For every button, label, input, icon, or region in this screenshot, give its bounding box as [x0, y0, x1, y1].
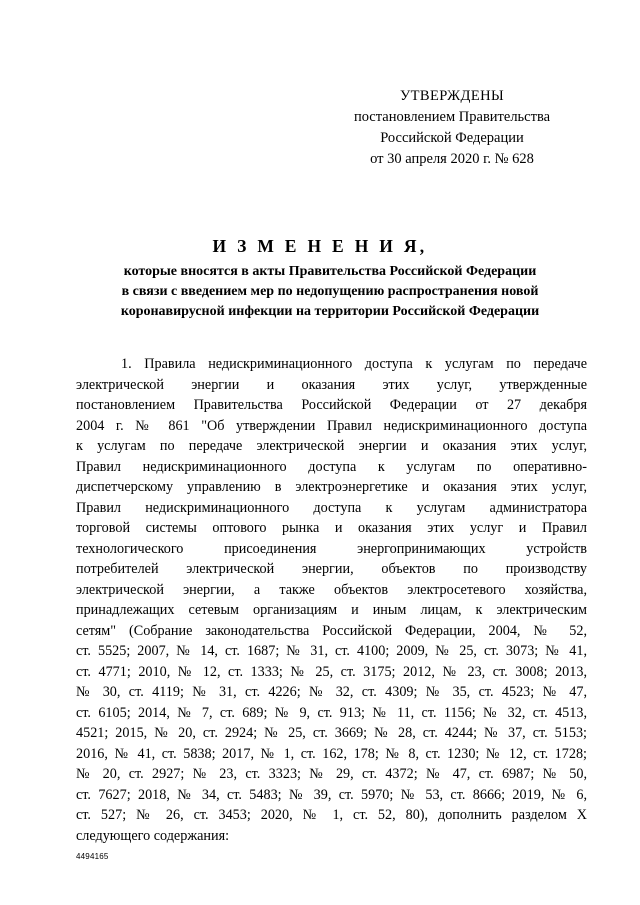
body-line: № 20, ст. 2927; № 23, ст. 3323; № 29, ст. 4372; № 47, ст. 6987; № 50, [76, 766, 587, 782]
body-line: ст. 7627; 2018, № 34, ст. 5483; № 39, ст. 5970; № 53, ст. 8666; 2019, № 6, [76, 786, 587, 803]
subtitle-line: которые вносятся в акты Правительства Российской Федерации [123, 264, 537, 279]
body-line: 4521; 2015, № 20, ст. 2924; № 25, ст. 3669; № 28, ст. 4244; № 37, ст. 5153; [76, 725, 587, 741]
subtitle-line: коронавирусной инфекции на территории Российской Федерации [120, 304, 540, 319]
subtitle-line: в связи с введением мер по недопущению распространения новой [121, 284, 539, 299]
body-line: принадлежащих сетевым организациям и иным лицам, к электрическим [76, 602, 587, 618]
body-line: ст. 4771; 2010, № 12, ст. 1333; № 25, ст. 3175; 2012, № 23, ст. 3008; 2013, [76, 663, 587, 680]
approval-line: постановлением Правительства [353, 109, 551, 125]
body-line: диспетчерскому управлению в электроэнергетике и оказания этих услуг, [76, 479, 587, 495]
body-line: технологического присоединения энергопринимающих устройств [76, 540, 587, 557]
approval-date-number: от 30 апреля 2020 г. № 628 [370, 151, 534, 167]
body-line: Правил недискриминационного доступа к услугам по оперативно- [76, 458, 587, 475]
body-paragraph [76, 354, 587, 846]
body-line: ст. 527; № 26, ст. 3453; 2020, № 1, ст. 52, 80), дополнить разделом X [76, 807, 587, 823]
body-line: 1. Правила недискриминационного доступа к услугам по передаче [121, 356, 587, 372]
approval-title: УТВЕРЖДЕНЫ [399, 88, 505, 104]
body-line: Правил недискриминационного доступа к услугам администратора [76, 499, 587, 516]
body-line: ст. 6105; 2014, № 7, ст. 689; № 9, ст. 913; № 11, ст. 1156; № 32, ст. 4513, [76, 704, 587, 721]
body-line: следующего содержания: [76, 827, 230, 844]
body-line: потребителей электрической энергии, объектов по производству [76, 561, 587, 577]
body-line: ст. 5525; 2007, № 14, ст. 1687; № 31, ст. 4100; 2009, № 25, ст. 3073; № 41, [76, 643, 587, 659]
body-line: электрической энергии, а также объектов электросетевого хозяйства, [76, 581, 587, 598]
document-subtitle [60, 262, 600, 322]
body-line: сетям" (Собрание законодательства Российской Федерации, 2004, № 52, [76, 622, 587, 639]
body-line: 2016, № 41, ст. 5838; 2017, № 1, ст. 162, 178; № 8, ст. 1230; № 12, ст. 1728; [76, 745, 587, 762]
approval-block [330, 86, 574, 170]
body-line: № 30, ст. 4119; № 31, ст. 4226; № 32, ст. 4309; № 35, ст. 4523; № 47, [76, 684, 587, 700]
approval-line: Российской Федерации [380, 130, 524, 146]
body-line: 2004 г. № 861 "Об утверждении Правил недискриминационного доступа [76, 417, 587, 434]
document-code: 4494165 [76, 852, 109, 861]
document-title: И З М Е Н Е Н И Я, [212, 236, 428, 256]
body-line: торговой системы оптового рынка и оказания этих услуг и Правил [76, 520, 587, 536]
body-line: электрической энергии и оказания этих услуг, утвержденные [76, 376, 587, 393]
body-line: к услугам по передаче электрической энергии и оказания этих услуг, [76, 438, 587, 454]
body-line: постановлением Правительства Российской Федерации от 27 декабря [76, 397, 587, 413]
